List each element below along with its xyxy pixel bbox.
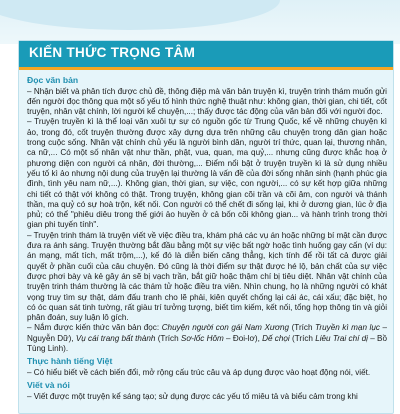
section-banner xyxy=(19,41,393,70)
book-title: Truyền kì mạn lục xyxy=(315,323,380,333)
heading-doc-van-ban: Đọc văn bản xyxy=(27,75,79,85)
paragraph: – Truyện trinh thám là truyện viết về việc điều tra, khám phá các vụ án hoặc những bí mật cần được đưa ra ánh sáng. Truyện thường bắt đầu bằng một sự việc bất ngờ hoặc tình huống gay cấn (ví dụ: án mạng, mất tích, mất trộm,...), kế đó là diễn biến căng thẳng, kịch tính để rồi tất cả được giải quyết ở phần cuối của câu chuyện. Đó cũng là thời điểm sự thật được hé lộ, bản chất của sự việc được phơi bày và kẻ gây án sẽ bị vạch trần, bắt giữ hoặc thậm chí bị tiêu diệt. Nhân vật chính của truyện trinh thám thường là các thám tử hoặc điều tra viên. Nhìn chung, họ là những người có khát vọng truy tìm sự thật, dám đấu tranh cho lẽ phải, kiên quyết chống lại cái ác, cái xấu; đặc biệt, họ có óc quan sát tinh tường, rất giàu trí tưởng tượng, biết tìm kiếm, kết nối, tổng hợp thông tin và giỏi phân đoán, suy luận lô gích. xyxy=(27,230,387,323)
book-title: Chuyện người con gái Nam Xương xyxy=(161,323,290,333)
paragraph: – Viết được một truyện kể sáng tạo; sử dụng được các yếu tố miêu tả và biểu cảm trong khi xyxy=(27,391,358,401)
book-title: Liêu Trai chí dị xyxy=(315,333,368,343)
book-title: Vụ cái trang bất thành xyxy=(75,333,156,343)
knowledge-panel xyxy=(18,40,394,414)
header-band xyxy=(0,0,400,44)
panel-content xyxy=(27,73,387,402)
paragraph: – Có hiểu biết về cách biến đổi, mở rộng cấu trúc câu và áp dụng được vào hoạt động nói, viết. xyxy=(27,367,371,377)
paragraph: – Nhận biết và phân tích được chủ đề, thông điệp mà văn bản truyện kì, truyện trinh thám muốn gửi đến người đọc thông qua một số yếu tố hình thức nghệ thuật như: không gian, thời gian, chi tiết, cốt truyện, nhân vật chính, lời người kể chuyện,...; thấy được tác động của văn bản đối với người đọc. xyxy=(27,86,387,117)
book-title: Sơ-lốc Hôm xyxy=(180,333,224,343)
paragraph: – Truyện truyền kì là thể loại văn xuôi tự sự có nguồn gốc từ Trung Quốc, kể về những chuyện kì ảo, trong đó, cốt truyện thường được xây dựng dựa trên những câu chuyện trong dân gian hoặc trong cuộc sống. Nhân vật chính chủ yếu là người bình dân, người trí thức, quan lại, thương nhân, ca nữ,... Có một số nhân vật như thần, phật, vua, quan, ma quỷ,... nhưng cũng được khắc hoạ ở phương diện con người cá nhân, đời thường,... Điểm nổi bật ở truyện truyền kì là sử dụng nhiều yếu tố kì ảo nhưng nội dung của truyện lại thường là vấn đề của đời sống nhân sinh (hạnh phúc gia đình, tình yêu nam nữ,...). Không gian, thời gian, sự việc, con người,... có sự kết hợp giữa những chi tiết có thật với không có thật. Trong truyện, không gian cõi trần và cõi âm, con người và thánh thần, ma quỷ có sự hoà trộn, kết nối. Con người có thể chết đi sống lại, khi ở dương gian, lúc ở địa phủ; có thể "phiêu diêu trong thế giới ảo huyền ở cả bốn cõi không gian... và hành trình trong thời gian phi tuyến tính". xyxy=(27,117,387,230)
heading-tieng-viet: Thực hành tiếng Việt xyxy=(27,356,113,367)
heading-viet-noi: Viết và nói xyxy=(27,380,70,391)
book-title: Dế chọi xyxy=(262,333,290,343)
paragraph-reading-texts: – Nắm được kiến thức văn bản đọc: Chuyện người con gái Nam Xương (Trích Truyền kì mạn lục – Nguyễn Dữ), Vụ cái trang bất thành (Trích Sơ-lốc Hôm – Đoi-lơ), Dế chọi (Trích Liêu Trai chí dị – Bồ Tùng Linh). xyxy=(27,323,387,354)
banner-title: KIẾN THỨC TRỌNG TÂM xyxy=(29,45,196,60)
decorative-swoosh xyxy=(0,0,280,30)
